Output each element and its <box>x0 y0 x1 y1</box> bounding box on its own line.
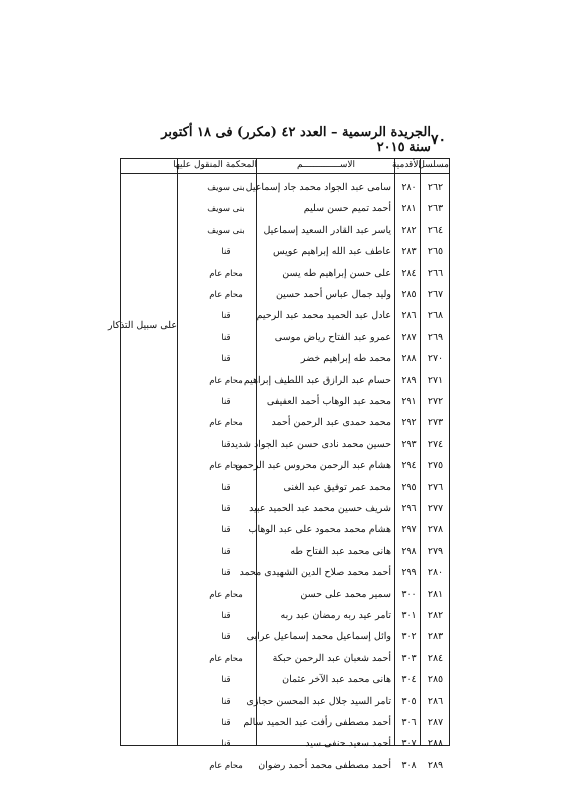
name-cell: حسين محمد نادى حسن عبد الجواد شديد <box>230 438 391 450</box>
seniority-cell: ٢٨٢ <box>401 224 417 236</box>
seniority-cell: ٢٩٩ <box>401 567 417 579</box>
table-row <box>121 391 449 413</box>
court-cell: قنا <box>221 397 231 407</box>
table-row <box>121 177 449 199</box>
name-cell: أحمد سعيد حنفى سيد <box>305 738 391 750</box>
name-cell: عاطف عبد الله إبراهيم عويس <box>272 246 391 258</box>
court-cell: قنا <box>221 546 231 557</box>
seniority-cell: ٢٨٣ <box>401 246 417 258</box>
table-row <box>121 733 449 755</box>
page-header <box>150 125 446 155</box>
table-row <box>121 455 449 477</box>
seniority-cell: ٢٨٤ <box>401 267 417 279</box>
name-cell: هانى محمد عبد الفتاح طه <box>290 545 391 557</box>
seniority-cell: ٣٠٣ <box>401 652 417 664</box>
serial-cell: ٢٦٧ <box>427 289 444 300</box>
table-row <box>121 605 449 627</box>
name-cell: أحمد محمد صلاح الدين الشهيدى محمد <box>239 567 391 579</box>
serial-cell: ٢٦٥ <box>427 246 444 258</box>
seniority-cell: ٢٨٧ <box>401 331 417 343</box>
notes-cell: على سبيل التذكار <box>107 320 177 331</box>
serial-cell: ٢٨٤ <box>427 652 444 664</box>
court-cell: قنا <box>221 504 231 514</box>
serial-cell: ٢٨٢ <box>427 610 444 621</box>
table-row <box>121 669 449 691</box>
name-cell: سمير محمد على حسن <box>300 588 391 600</box>
court-cell: محام عام <box>209 760 243 771</box>
court-cell: قنا <box>221 525 231 536</box>
serial-cell: ٢٦٣ <box>427 203 444 215</box>
seniority-cell: ٢٨٥ <box>401 289 417 300</box>
court-cell: بنى سويف <box>207 225 245 236</box>
table-row <box>121 198 449 220</box>
court-cell: قنا <box>221 354 231 365</box>
table-row <box>121 370 449 392</box>
table-row <box>121 562 449 584</box>
name-cell: أحمد تميم حسن سليم <box>303 203 391 215</box>
court-cell: قنا <box>221 632 231 643</box>
header-name: الاســــــــــــــم <box>296 160 356 170</box>
name-cell: محمد حمدى عبد الرحمن أحمد <box>271 417 391 429</box>
court-cell: محام عام <box>209 290 243 300</box>
header-seniority: الأقدمية <box>391 160 421 170</box>
serial-cell: ٢٨١ <box>427 588 444 600</box>
court-cell: قنا <box>221 718 231 728</box>
table-row <box>121 284 449 306</box>
name-cell: حسام عبد الرازق عبد اللطيف إبراهيم <box>243 374 391 386</box>
table-row <box>121 241 449 263</box>
name-cell: وليد جمال عباس أحمد حسين <box>275 289 391 300</box>
court-cell: قنا <box>221 696 231 707</box>
seniority-cell: ٣٠٨ <box>401 759 417 771</box>
seniority-cell: ٣٠٢ <box>401 631 417 643</box>
serial-cell: ٢٧٤ <box>427 438 444 450</box>
table-row <box>121 541 449 563</box>
seniority-cell: ٢٨٩ <box>401 374 417 386</box>
header-court: المحكمة المنقول عليها <box>173 160 257 170</box>
table-row <box>121 220 449 242</box>
header-bottom-border <box>121 173 449 174</box>
serial-cell: ٢٨٣ <box>427 631 444 643</box>
header-serial: مسلسل <box>418 160 449 170</box>
court-cell: محام عام <box>209 268 243 279</box>
serial-cell: ٢٧٨ <box>427 524 444 536</box>
serial-cell: ٢٧٢ <box>427 396 444 407</box>
seniority-cell: ٢٩٢ <box>401 417 417 429</box>
seniority-cell: ٢٨٨ <box>401 353 417 365</box>
seniority-cell: ٢٩٥ <box>401 481 417 493</box>
name-cell: أحمد مصطفى محمد أحمد رضوان <box>258 759 391 771</box>
serial-cell: ٢٦٢ <box>427 182 444 193</box>
serial-cell: ٢٨٩ <box>427 759 444 771</box>
court-cell: قنا <box>221 611 231 621</box>
table-row <box>121 712 449 734</box>
seniority-cell: ٣٠٤ <box>401 674 417 686</box>
gazette-title: الجريدة الرسمية – العدد ٤٢ (مكرر) فى ١٨ أكتوبر سنة ٢٠١٥ <box>161 125 431 155</box>
serial-cell: ٢٨٦ <box>427 695 444 707</box>
serial-cell: ٢٧٩ <box>427 545 444 557</box>
court-cell: محام عام <box>209 653 243 664</box>
court-cell: بنى سويف <box>207 183 245 193</box>
serial-cell: ٢٦٩ <box>427 331 444 343</box>
name-cell: على حسن إبراهيم طه يسن <box>282 267 391 279</box>
table-row <box>121 498 449 520</box>
table-row <box>121 305 449 327</box>
name-cell: هشام محمد محمود على عبد الوهاب <box>248 524 391 536</box>
serial-cell: ٢٧٠ <box>427 353 444 365</box>
table-row <box>121 519 449 541</box>
table-row <box>121 691 449 713</box>
table-row <box>121 648 449 670</box>
seniority-cell: ٣٠٠ <box>401 588 417 600</box>
court-cell: قنا <box>221 439 231 450</box>
court-cell: محام عام <box>209 375 243 386</box>
seniority-cell: ٣٠٥ <box>401 695 417 707</box>
name-cell: وائل إسماعيل محمد إسماعيل عرابى <box>246 631 391 643</box>
serial-cell: ٢٦٦ <box>427 267 444 279</box>
name-cell: أحمد مصطفى رأفت عبد الحميد سالم <box>243 717 391 728</box>
name-cell: محمد عبد الوهاب أحمد العفيفى <box>266 396 391 407</box>
name-cell: تامر السيد جلال عبد المحسن حجازى <box>246 695 391 707</box>
table-row <box>121 626 449 648</box>
serial-cell: ٢٧٣ <box>427 417 444 429</box>
table-row <box>121 434 449 456</box>
serial-cell: ٢٦٤ <box>427 224 444 236</box>
seniority-cell: ٢٩٤ <box>401 460 417 472</box>
name-cell: شريف حسين محمد عبد الحميد عبيد <box>249 503 391 514</box>
transfer-table <box>107 158 450 771</box>
name-cell: أحمد شعبان عبد الرحمن حبكة <box>272 652 391 664</box>
serial-cell: ٢٧٧ <box>427 503 444 514</box>
seniority-cell: ٢٩٧ <box>401 524 417 536</box>
seniority-cell: ٢٨٠ <box>401 182 417 193</box>
seniority-cell: ٣٠١ <box>401 610 417 621</box>
page-number: ٧٠ <box>430 132 446 148</box>
serial-cell: ٢٧١ <box>427 374 444 386</box>
serial-cell: ٢٦٨ <box>427 310 444 322</box>
name-cell: ياسر عبد القادر السعيد إسماعيل <box>263 224 391 236</box>
table-row <box>121 584 449 606</box>
name-cell: محمد طه إبراهيم خضر <box>300 353 391 365</box>
table-row <box>121 755 449 777</box>
serial-cell: ٢٧٥ <box>427 460 444 472</box>
name-cell: هشام عبد الرحمن محروس عبد الرحمن <box>235 460 391 472</box>
court-cell: محام عام <box>209 461 243 472</box>
header-notes <box>121 158 178 173</box>
court-cell: محام عام <box>209 418 243 429</box>
name-cell: محمد عمر توفيق عبد الغنى <box>283 481 391 493</box>
court-cell: قنا <box>221 247 231 258</box>
table-row <box>121 477 449 499</box>
court-cell: قنا <box>221 739 231 750</box>
court-cell: محام عام <box>209 589 243 600</box>
court-cell: قنا <box>221 311 231 322</box>
name-cell: سامى عبد الجواد محمد جاد إسماعيل <box>245 182 391 193</box>
seniority-cell: ٣٠٦ <box>401 717 417 728</box>
table-row <box>121 348 449 370</box>
serial-cell: ٢٨٠ <box>427 567 444 579</box>
table-row <box>121 263 449 285</box>
seniority-cell: ٢٩٦ <box>401 503 417 514</box>
serial-cell: ٢٨٥ <box>427 674 444 686</box>
seniority-cell: ٢٨١ <box>401 203 417 215</box>
court-cell: قنا <box>221 332 231 343</box>
table-row <box>121 327 449 349</box>
court-cell: قنا <box>221 482 231 493</box>
name-cell: تامر عيد ربه رمضان عبد ربه <box>280 610 391 621</box>
name-cell: عمرو عبد الفتاح رياض موسى <box>274 331 391 343</box>
court-cell: بنى سويف <box>207 204 245 215</box>
serial-cell: ٢٧٦ <box>427 481 444 493</box>
seniority-cell: ٢٨٦ <box>401 310 417 322</box>
court-cell: قنا <box>221 675 231 686</box>
name-cell: عادل عبد الحميد محمد عبد الرحيم <box>256 310 391 322</box>
seniority-cell: ٣٠٧ <box>401 738 417 750</box>
seniority-cell: ٢٩١ <box>401 396 417 407</box>
serial-cell: ٢٨٨ <box>427 738 444 750</box>
serial-cell: ٢٨٧ <box>427 717 444 728</box>
court-cell: قنا <box>221 568 231 579</box>
seniority-cell: ٢٩٣ <box>401 438 417 450</box>
seniority-cell: ٢٩٨ <box>401 545 417 557</box>
table-row <box>121 412 449 434</box>
name-cell: هانى محمد عبد الآخر عثمان <box>282 674 391 686</box>
